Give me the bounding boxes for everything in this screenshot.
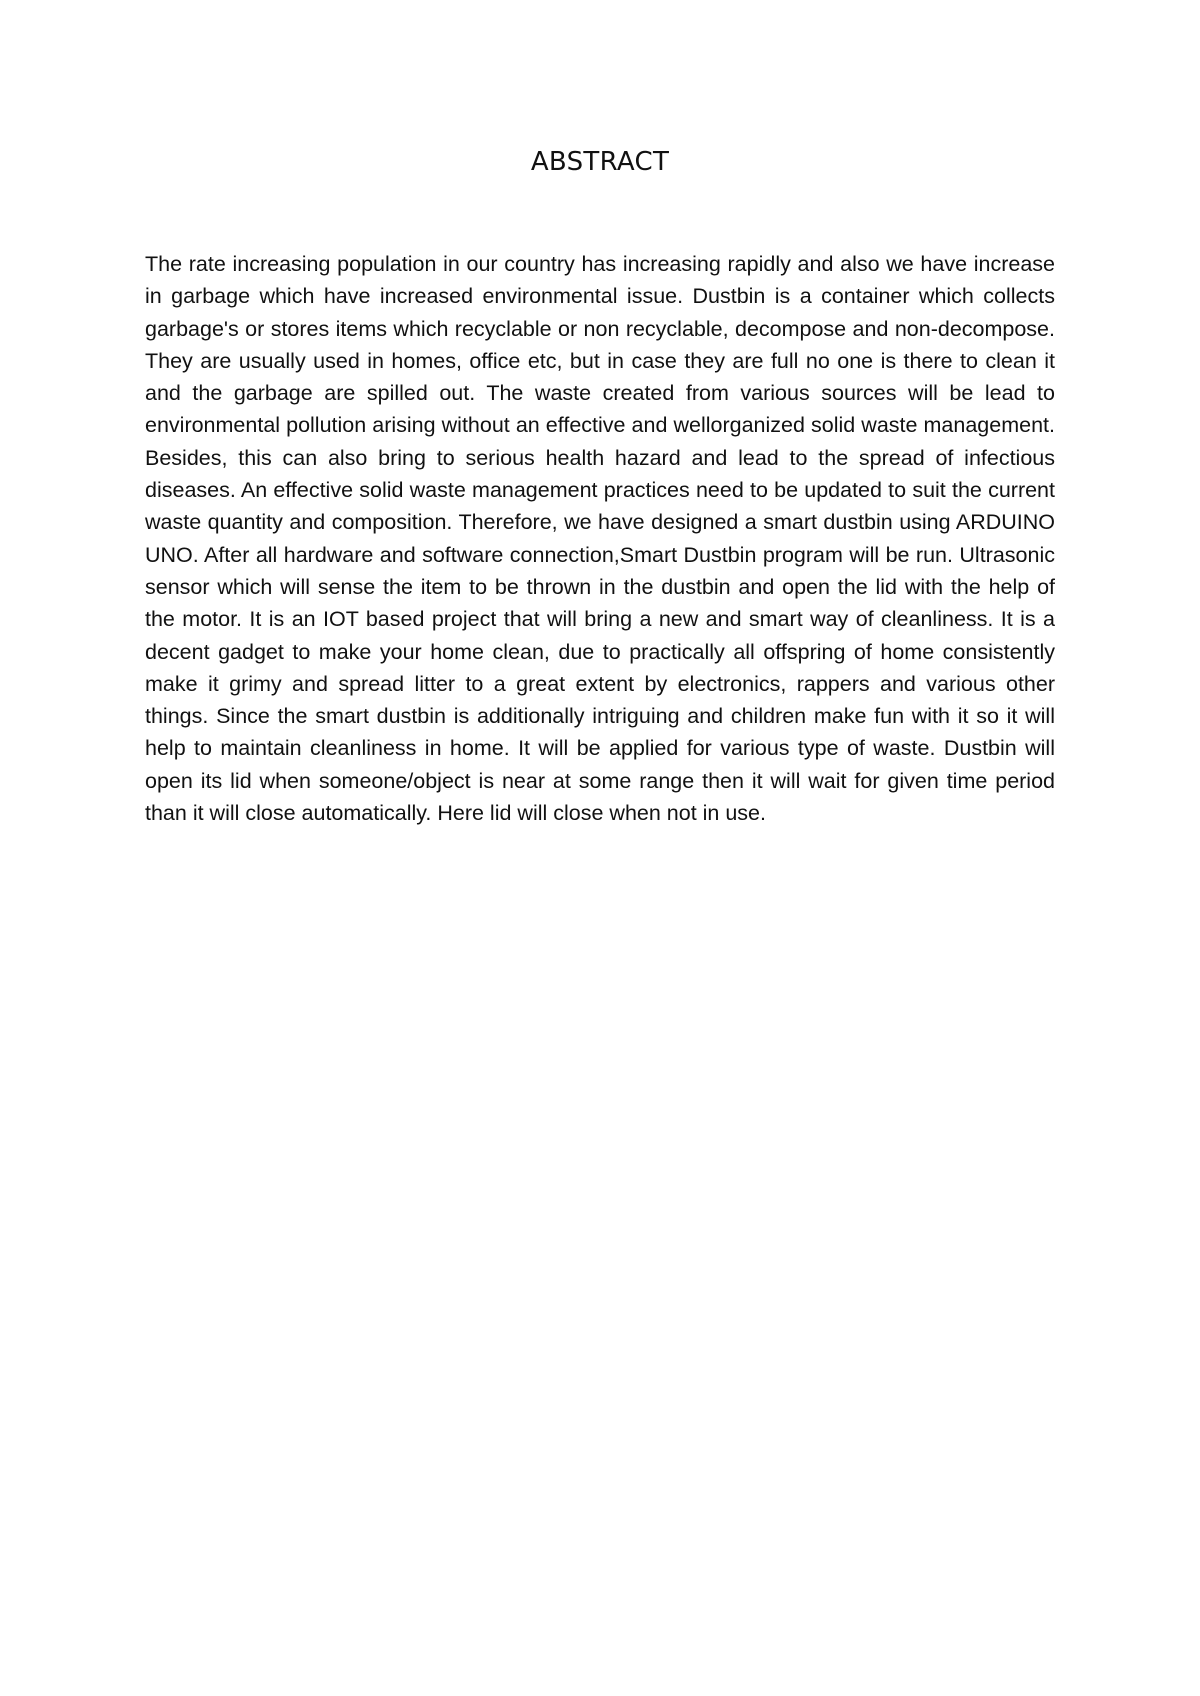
abstract-paragraph: The rate increasing population in our country has increasing rapidly and also we have increase in garbage which have increased environmental issue. Dustbin is a container which collects garbage's or stores items which recyclable or non recyclable, decompose and non-decompose. They are usually used in homes, office etc, but in case they are full no one is there to clean it and the garbage are spilled out. The waste created from various sources will be lead to environmental pollution arising without an effective and wellorganized solid waste management. Besides, this can also bring to serious health hazard and lead to the spread of infectious diseases. An effective solid waste management practices need to be updated to suit the current waste quantity and composition. Therefore, we have designed a smart dustbin using ARDUINO UNO. After all hardware and software connection,Smart Dustbin program will be run. Ultrasonic sensor which will sense the item to be thrown in the dustbin and open the lid with the help of the motor. It is an IOT based project that will bring a new and smart way of cleanliness. It is a decent gadget to make your home clean, due to practically all offspring of home consistently make it grimy and spread litter to a great extent by electronics, rappers and various other things. Since the smart dustbin is additionally intriguing and children make fun with it so it will help to maintain cleanliness in home. It will be applied for various type of waste. Dustbin will open its lid when someone/object is near at some range then it will wait for given time period than it will close automatically. Here lid will close when not in use. [145,252,1055,826]
page-title: ABSTRACT [530,147,670,177]
